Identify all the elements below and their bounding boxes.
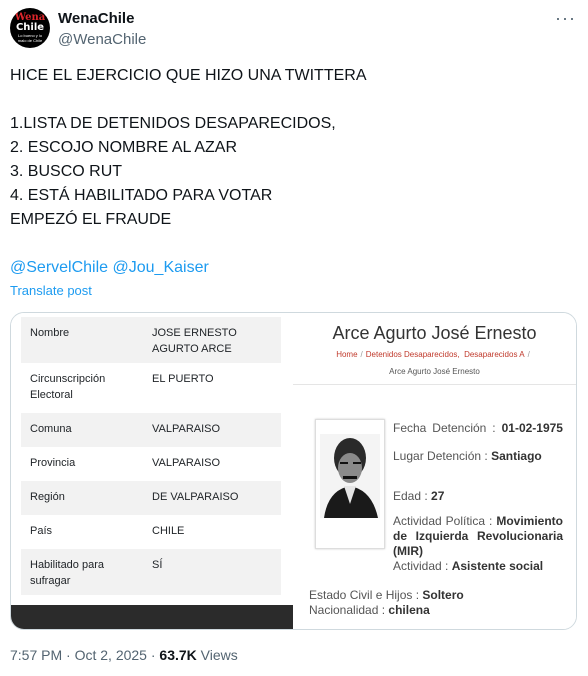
edad-value: 27 bbox=[431, 489, 445, 503]
actividad: Actividad : Asistente social bbox=[393, 559, 544, 573]
row-value: EL PUERTO bbox=[152, 373, 214, 385]
detainee-profile-panel bbox=[293, 313, 576, 629]
author-display-name[interactable]: WenaChile bbox=[58, 10, 135, 27]
profile-subtitle: Arce Agurto José Ernesto bbox=[389, 367, 480, 376]
post-timestamp[interactable]: 7:57 PM · Oct 2, 2025 · bbox=[10, 647, 160, 663]
fecha-value: 01-02-1975 bbox=[501, 421, 563, 435]
horizontal-scrollbar bbox=[11, 605, 293, 629]
breadcrumb: Home / Detenidos Desaparecidos, Desaparecidos A / bbox=[336, 350, 530, 359]
tweet-line: HICE EL EJERCICIO QUE HIZO UNA TWITTERA bbox=[10, 67, 367, 84]
row-value: VALPARAISO bbox=[152, 457, 221, 469]
lugar-label: Lugar Detención bbox=[393, 449, 482, 463]
actividad-value: Asistente social bbox=[451, 559, 544, 573]
lugar-value: Santiago bbox=[491, 449, 542, 463]
tweet-meta bbox=[10, 647, 238, 663]
row-label: Comuna bbox=[30, 423, 72, 435]
views-count: 63.7K bbox=[159, 647, 197, 663]
fecha-detencion: Fecha Detención : 01-02-1975 bbox=[393, 421, 563, 435]
estado-civil: Estado Civil e Hijos : Soltero bbox=[309, 588, 464, 602]
nacionalidad-label: Nacionalidad bbox=[309, 603, 379, 617]
breadcrumb-detenidos: Detenidos Desaparecidos, bbox=[365, 350, 460, 359]
lugar-detencion: Lugar Detención : Santiago bbox=[393, 449, 542, 463]
avatar-text-1: Wena bbox=[14, 12, 46, 23]
table-row bbox=[21, 317, 281, 363]
avatar[interactable] bbox=[10, 8, 50, 48]
actividad-label: Actividad bbox=[393, 559, 442, 573]
tweet-line: 2. ESCOJO NOMBRE AL AZAR bbox=[10, 139, 238, 156]
row-label: Habilitado para sufragar bbox=[30, 559, 104, 587]
breadcrumb-home: Home bbox=[336, 350, 358, 359]
edad: Edad : 27 bbox=[393, 489, 445, 503]
tweet-line bbox=[10, 232, 570, 256]
tweet-line: 3. BUSCO RUT bbox=[10, 163, 123, 180]
actividad-politica: Actividad Política : Movimiento de Izquierda Revolucionaria (MIR) bbox=[393, 514, 563, 558]
author-handle[interactable]: @WenaChile bbox=[58, 31, 147, 48]
table-row bbox=[21, 481, 281, 515]
estado-label: Estado Civil e Hijos bbox=[309, 588, 413, 602]
avatar-text-3: Lo bueno y lo malo de Chile bbox=[17, 33, 43, 43]
actividad-politica-label: Actividad Política bbox=[393, 514, 486, 528]
table-row bbox=[21, 363, 281, 413]
estado-value: Soltero bbox=[422, 588, 464, 602]
avatar-text-2: Chile bbox=[15, 22, 45, 33]
tweet-line: EMPEZÓ EL FRAUDE bbox=[10, 211, 172, 228]
row-value: SÍ bbox=[152, 559, 163, 571]
table-row bbox=[21, 447, 281, 481]
tweet-mentions[interactable]: @ServelChile @Jou_Kaiser bbox=[10, 259, 209, 276]
divider bbox=[293, 384, 576, 385]
edad-label: Edad bbox=[393, 489, 422, 503]
table-row bbox=[21, 515, 281, 549]
nacionalidad-value: chilena bbox=[388, 603, 430, 617]
profile-title: Arce Agurto José Ernesto bbox=[332, 323, 537, 343]
fecha-label: Fecha Detención bbox=[393, 421, 487, 435]
row-label: Circunscripción Electoral bbox=[30, 373, 106, 401]
row-value: DE VALPARAISO bbox=[152, 491, 239, 503]
actividad-politica-value: Movimiento de Izquierda Revolucionaria (MIR) bbox=[393, 514, 563, 558]
row-label: País bbox=[30, 525, 53, 537]
row-label: Provincia bbox=[30, 457, 76, 469]
voter-record-panel bbox=[11, 313, 293, 629]
table-row bbox=[21, 549, 281, 595]
tweet-line: 4. ESTÁ HABILITADO PARA VOTAR bbox=[10, 187, 273, 204]
tweet-text bbox=[10, 64, 570, 280]
row-label: Región bbox=[30, 491, 65, 503]
views-label: Views bbox=[196, 647, 238, 663]
translate-post-link[interactable]: Translate post bbox=[10, 283, 92, 298]
nacionalidad: Nacionalidad : chilena bbox=[309, 603, 430, 617]
row-value: VALPARAISO bbox=[152, 423, 221, 435]
portrait-photo bbox=[315, 419, 385, 549]
tweet-line: 1.LISTA DE DETENIDOS DESAPARECIDOS, bbox=[10, 115, 336, 132]
row-value: JOSE ERNESTO AGURTO ARCE bbox=[152, 327, 237, 355]
more-options-icon[interactable]: ··· bbox=[555, 8, 576, 28]
table-row bbox=[21, 413, 281, 447]
row-label: Nombre bbox=[30, 327, 70, 339]
tweet-line bbox=[10, 88, 570, 112]
attached-image[interactable] bbox=[10, 312, 577, 630]
breadcrumb-desaparecidos: Desaparecidos A bbox=[464, 350, 525, 359]
row-value: CHILE bbox=[152, 525, 185, 537]
